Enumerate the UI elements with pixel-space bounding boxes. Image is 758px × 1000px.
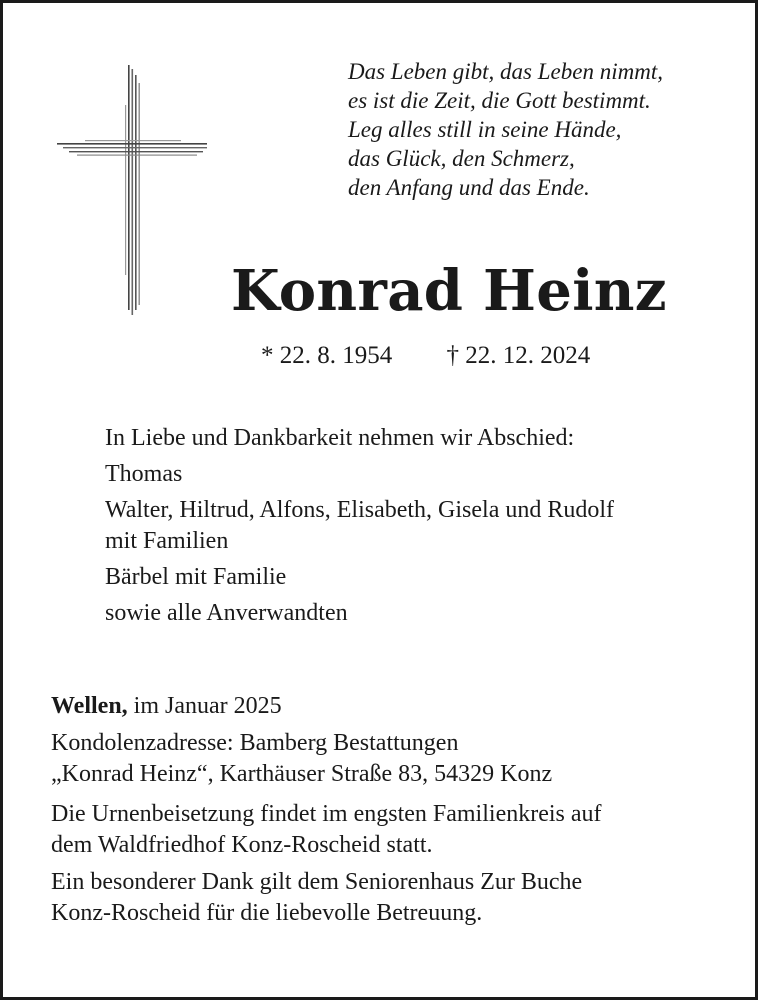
notice-date: im Januar 2025 xyxy=(133,693,282,719)
address-line: „Konrad Heinz“, Karthäuser Straße 83, 54329 Konz xyxy=(51,761,553,787)
poem-line: das Glück, den Schmerz, xyxy=(348,146,575,171)
mourner-name: sowie alle Anverwandten xyxy=(105,600,348,626)
closing-section xyxy=(51,691,731,929)
poem-line: Das Leben gibt, das Leben nimmt, xyxy=(348,59,663,84)
address-line: Kondolenzadresse: Bamberg Bestattungen xyxy=(51,730,459,756)
birth-date: * 22. 8. 1954 xyxy=(261,342,393,369)
mourner-name: mit Familien xyxy=(105,528,229,554)
life-dates xyxy=(261,340,590,372)
death-date: † 22. 12. 2024 xyxy=(446,342,591,369)
poem-line: Leg alles still in seine Hände, xyxy=(348,117,622,142)
place-date xyxy=(51,691,731,722)
poem-line: es ist die Zeit, die Gott bestimmt. xyxy=(348,88,651,113)
thanks-note xyxy=(51,867,731,929)
thanks-line: Ein besonderer Dank gilt dem Seniorenhaus Zur Buche xyxy=(51,869,583,895)
poem xyxy=(348,57,663,202)
burial-info xyxy=(51,799,731,861)
place: Wellen, xyxy=(51,693,128,719)
mourner-name: Walter, Hiltrud, Alfons, Elisabeth, Gisela und Rudolf xyxy=(105,497,615,523)
burial-line: Die Urnenbeisetzung findet im engsten Familienkreis auf xyxy=(51,801,602,827)
deceased-name: Konrad Heinz xyxy=(231,258,667,324)
mourner-name: Bärbel mit Familie xyxy=(105,564,287,590)
farewell-intro: In Liebe und Dankbarkeit nehmen wir Abschied: xyxy=(105,425,575,451)
cross-icon xyxy=(55,65,211,315)
burial-line: dem Waldfriedhof Konz-Roscheid statt. xyxy=(51,832,433,858)
thanks-line: Konz-Roscheid für die liebevolle Betreuung. xyxy=(51,900,483,926)
condolence-address xyxy=(51,728,731,790)
mourner-name: Thomas xyxy=(105,461,183,487)
mourners-list xyxy=(105,423,614,634)
poem-line: den Anfang und das Ende. xyxy=(348,175,590,200)
